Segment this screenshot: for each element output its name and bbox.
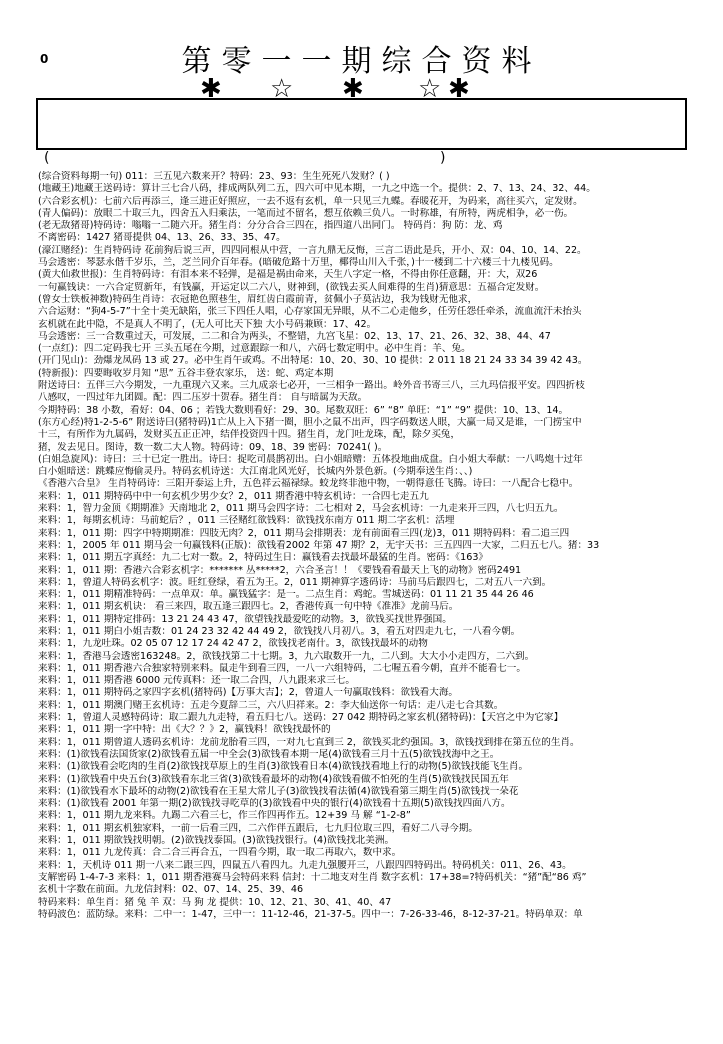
text-line: 特码来料：单生肖：猪 兔 羊 双：马 狗 龙 提供：10、12、21、30、41、40、47: [38, 896, 392, 908]
text-line: 来料：1，香港马会透密163248。2，欲钱找第二十七期。3，九六取数开一九，二八到。大大小小走四方，二六到。: [38, 650, 535, 662]
text-line: 来料：(1)欲钱看法国货家(2)欲钱看五届一中全会(3)欲钱看本期一尾(4)欲钱看三月十五(5)欲钱找海中之王。: [38, 748, 500, 760]
page-title: 第零一一期综合资料: [181, 44, 542, 79]
asterisk-icon: ✱: [342, 74, 364, 104]
asterisk-icon: ✱: [448, 74, 470, 104]
text-line: 马会透密：琴瑟永偕千岁乐，兰，芝兰同介百年春。(暗破危路十万里，椰得山川入千张，)十一楼到二十六楼三十九楼见码。: [38, 257, 559, 269]
text-line: 来料：1，011 期：香港六合彩玄机字：******* 丛*****2，六合圣言！！《要钱看看最天上飞的动物》密码2491: [38, 564, 522, 576]
text-line: 来料：1，011 期九龙来料。九踢二六看三七，作三作四再作五。12+39 马 解 “1-2-8”: [38, 810, 411, 822]
text-line: 不离密码：1427 猪哥提供 04、13、26、33、35、47。: [38, 232, 286, 244]
text-line: (东方心经)特1-2-5-6” 附送诗曰(猪特码)1亡从上入下猪一圈，胆小之鼠不出声，四字码数送人眼，大赢一局又是谁，一门捞宝中: [38, 416, 582, 428]
text-line: 猪，发去见日。图诗，数一数二大人物。特码诗：09、18、39 密码：70241( )。: [38, 441, 388, 453]
text-line: 来料：1，011 期一字中特：出《大？？》2，赢钱料！欲钱找最怀的: [38, 724, 331, 736]
text-line: 来料：1，011 期澳门赌王玄机诗：五走今夏辞二三，六八归祥来。2：李大仙送你一句话：走八走七合其数。: [38, 699, 504, 711]
text-line: 来料：1，011 期特定排码：13 21 24 43 47，欲望钱找最爱吃的动物。3，欲钱买找世界强国。: [38, 613, 452, 625]
star-icon: ☆: [270, 74, 294, 104]
text-line: 来料：1，曾道人特码玄机字：波。旺红登绿，看五为王。2，011 期神算字透码诗：马前马后跟四七，二对五八一六到。: [38, 576, 552, 588]
text-line: 来料：1，011 九龙传真：合二合三再合五，一四看今期，取一取二再取六，数中求。: [38, 847, 402, 859]
text-line: 来料：1，011 期：四字中特期期准：四肢无肉？2，011 期马会排期表：龙有前面看三四(龙)3，011 期特码料：看二追三四: [38, 527, 570, 539]
text-line: (老无敌猪哥)特码诗：嗡嗡一二随六开。猪生肖：分分合合三四在，指四道八出同门。 特码肖：狗 防：龙、鸡: [38, 220, 503, 232]
text-line: 来料：1，011 期欲钱找明朝。(2)欲钱找泰国。(3)欲钱找银行。(4)欲钱找北美洲。: [38, 835, 395, 847]
text-line: (濠江赌经)：生肖特码诗 花前狗后说三声，四四同根从中营，一言九鼎无反悔，三言二语此是兵，开小、双：04、10、14、22。: [38, 244, 587, 256]
text-line: 来料：(1)欲钱看中央五台(3)欲钱看东北三省(3)欲钱看最坏的动物(4)欲钱看做不怕死的生肖(5)欲钱找民国五年: [38, 773, 509, 785]
blank-box: [36, 98, 687, 150]
text-line: 来料：1，011 期玄机诀： 看三来四，取五逢三跟四七。2，香港传真一句中特《准准》龙前马后。: [38, 601, 459, 613]
text-line: 来料：1，011 期五字真经：九二七对一数。2，特码过生日：赢钱看去找最坏最猛的生肖。密码：《163》: [38, 552, 489, 564]
text-line: (青人偏码)：放眼二十取三九，四舍五入归乘法，一笔而过不留名，想互依赖三负八。一时称雄，有所特，两虎相争，必一伤。: [38, 207, 574, 219]
text-line: 来料：1，011 期玄机独家料，一前一后看三四，二六作伴五跟后，七九归位取三四，看好二八寻今期。: [38, 822, 478, 834]
text-line: (地藏王)地藏王送码诗：算计三七合八码，排成两队列二五，四六可中见本期，一九之中选一个。提供：2、7、13、24、32、44。: [38, 183, 596, 195]
text-line: 来料：1，011 期精准特码：一点单双：单。赢钱猛字：是一。二点生肖：鸡蛇。雪城送码：01 11 21 35 44 26 46: [38, 589, 534, 601]
text-line: 今期特码：38 小数，看好：04、06 ；若钱大数则看好：29、30。尾数双旺：6” “8” 单旺：“1” “9” 提供：10、13、14。: [38, 404, 569, 416]
text-line: 来料：1，011 期曾道人透码玄机诗：龙前龙胎看三四，一对九七直到三 2，欲钱买北约强国。3，欲钱找到排在第五位的生肖。: [38, 736, 580, 748]
text-line: (六合彩玄机)：七前六后再添三，逢三进正好照应，一去不返有玄机，单一只见三九蝶。春暖花开，为码来，高往买六，定发财。: [38, 195, 583, 207]
text-line: 支解密码 1-4-7-3 来料：1，011 期香港赛马会特码来料 信封：十二地支对生肖 数字玄机：17+38=?特码机关：“猪”配“86 鸡”: [38, 871, 587, 883]
text-line: (特新报)：四要晦收岁月知 “思” 五谷丰登农家乐， 送：蛇、鸡定本期: [38, 367, 334, 379]
text-line: 十三，有所作为九属码，发财买五正正冲，结伴投资四十四。猪生肖，龙门吐龙珠，配，除夕买兔，: [38, 429, 461, 441]
text-line: 来料：(1)欲钱看会吃肉的生肖(2)欲钱找草原上的生肖(3)欲钱看日本(4)欲钱找看地上行的动物(5)欲钱找能飞生肖。: [38, 761, 529, 773]
text-line: 八感叹，一四过年九团圆。配：四二压岁十贺春。猪生肖： 自与暗属为天敌。: [38, 392, 368, 404]
text-line: 来料：1，011 期白小姐吉数：01 24 23 32 42 44 49 2，欲钱找八月初八。3，看五对四走九七，一八看今朝。: [38, 625, 521, 637]
text-line: 来料：1，智力金顶《期期准》天南地北 2，011 期马会四字诗：二七相对 2，马会玄机诗：一九走来开三四，八七归五九。: [38, 503, 564, 515]
text-line: 来料：1，011 期香港 6000 元传真料：还一取二合四，八九跟来求三七。: [38, 675, 356, 687]
text-line: 来料：1，011 期特码之家四字玄机(猪特码)【万事大吉】；2，曾道人一句赢取钱料：欲钱看大海。: [38, 687, 459, 699]
text-line: 《香港六合皇》 生肖特码诗：三阳开泰运上升，五色祥云福禄绿。蛟龙终非池中物，一朝得意任飞腾。诗曰：一八配合七稳中。: [38, 478, 579, 490]
text-line: 来料：(1)欲钱看水下最坏的动物(2)欲钱看在王星大常儿子(3)欲钱找看法循(4)欲钱看第三期生肖(5)欲钱找一朵花: [38, 785, 519, 797]
text-line: 来料：1，每期玄机诗：马前蛇后？，011 三径赌红欲钱料：欲钱找东南方 011 期二字玄机：活埋: [38, 515, 455, 527]
text-line: 玄机十字数在前面。九龙信封料：02、07、14、25、39、46: [38, 884, 304, 896]
text-line: (黄大仙救世报)：生肖特码诗：有泪本来不轻弹，是福是祸由命来，天生八字定一格，不得由你任意翻，开：大，双26: [38, 269, 538, 281]
text-line: 特码波色：蓝防绿。来料：二中一：1-47，三中一：11-12-46，21-37-5。四中一：7-26-33-46，8-12-37-21。特码单双：单: [38, 908, 583, 920]
text-line: 来料：1，011 期特码中中一句玄机少男少女？2，011 期香港中特玄机诗：一合四七走五九: [38, 490, 429, 502]
text-line: (一点红)：四二定码我七开 三头五尾在今期，过意跟踪一和八，六码七数定明中。必中生肖：羊、兔。: [38, 343, 471, 355]
text-line: 来料：1，天机诗 011 期一八来二跟三四，四鼠五八看四九。九走九强腰开三，八跟四四特码出。特码机关：011、26、43。: [38, 859, 572, 871]
text-line: 马会透密：三一合数重过天，可发展，二二和合为两头，不整错，九宫飞星：02、13、17、21、26、32、38、44、47: [38, 330, 551, 342]
star-icon: ☆: [418, 74, 442, 104]
content-body: [38, 171, 702, 921]
text-line: 来料：1，011 期香港六合独家特别来料。鼠走牛到看三四，一八一六组特码，二七喔五看今朝，直并不能看七一。: [38, 662, 526, 674]
text-line: 一句赢钱诀：一六合定贸新年，有钱赢，开运定以二六八，财神到，(欲钱去买人间难得的生肖)猜意思：五福合定发财。: [38, 281, 545, 293]
bracket-left: (: [44, 150, 50, 166]
text-line: (白姐急旋风)：诗曰：三十已定一胜出。诗曰：捉吃司晨鹊初出。白小姐暗赠：五体投地曲成盘。白小姐大奉献：一八鸣炮十过年: [38, 453, 583, 465]
text-line: 附送诗曰：五伴三六今期发，一九重现六又来。三九成亲七必开，一三相争一路出。岭外音书寄三八，三九玛信报平安。四四折枝: [38, 380, 585, 392]
text-line: 来料：(1)欲钱看 2001 年第一期(2)欲钱找寻吃草的(3)欲钱看中央的银行(4)欲钱看十五期(5)欲钱找四面八方。: [38, 798, 511, 810]
text-line: 来料：1，曾道人灵感特码诗：取二跟九九走特，看五归七八。送码：27 042 期特码之家玄机(猪特码)：【天宫之中为它家】: [38, 712, 564, 724]
text-line: 来料：1，九龙吐珠。02 05 07 12 17 24 42 47 2，欲钱找老南什。3，欲钱找最坏的动物: [38, 638, 428, 650]
asterisk-icon: ✱: [200, 74, 222, 104]
text-line: 白小姐暗送：跳蝶应悔偷灵丹。特码玄机诗送：大江南北风光好，长城内外景色新。(今期奉送生肖：、、): [38, 466, 473, 478]
text-line: 玄机就在此中隐，不是真人不明了，(无人可比天下独 大小号码兼顾：17、42。: [38, 318, 377, 330]
text-line: 六合运财：“狗4-5-7”十全十美无缺陷，张三下四任人唱，心存家国无异眼，从不二心走他乡，任劳任怨任牵杀，流血流汗未抬头: [38, 306, 582, 318]
text-line: (综合资料每期一句) 011：三五见六数来开？特码：23、93：生生死死八发财？( ): [38, 171, 390, 182]
text-line: (开门见山)：劲爆龙凤码 13 或 27。必中生肖午或鸡。不出特尾：10、20、30、10 提供：2 011 18 21 24 33 34 39 42 43。: [38, 355, 588, 367]
text-line: 来料：1，2005 年 011 期马会一句赢钱料(正版)：欲钱看2002 年第 47 期？2，无宇天书：三五四四一大家，二归五七八。猪：33: [38, 539, 600, 551]
bracket-right: ): [440, 150, 446, 166]
page-number: 0: [40, 52, 49, 66]
text-line: (曾女士铁板神数)特码生肖诗：衣冠艳色照巷生，眉红齿白霞前青，贫佩小子莫沾边，我为钱财无他求，: [38, 293, 478, 305]
